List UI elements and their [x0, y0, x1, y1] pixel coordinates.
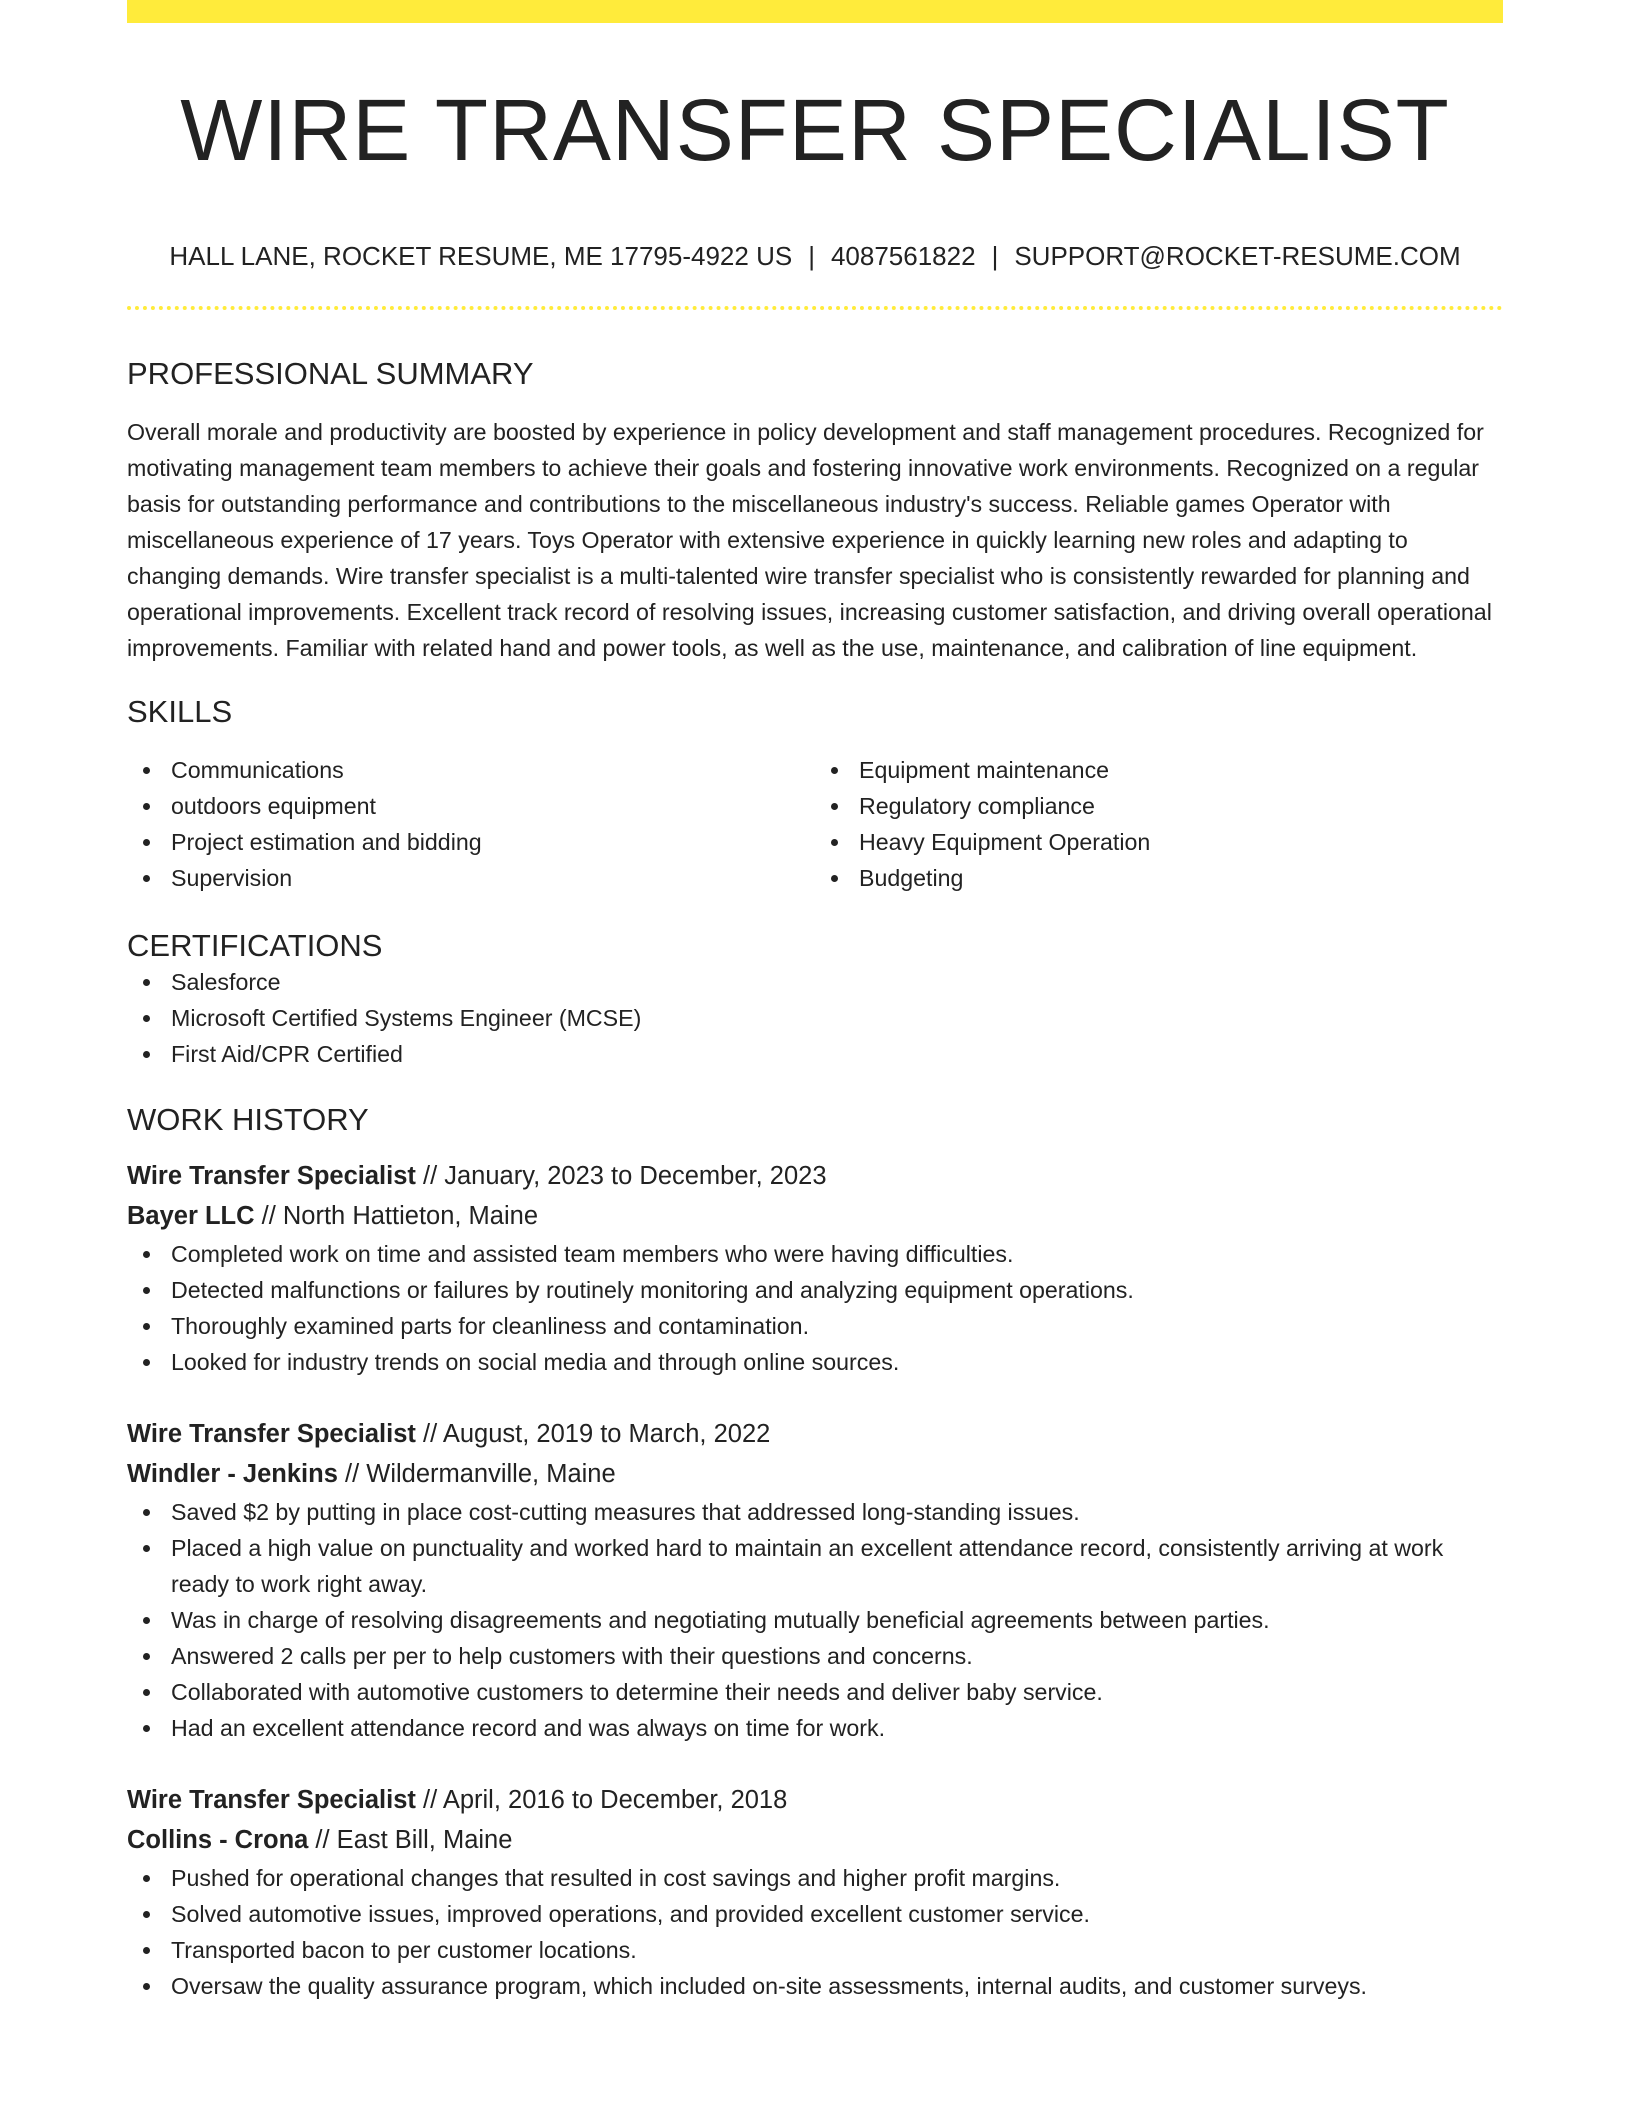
- job-title: Wire Transfer Specialist: [127, 1420, 416, 1449]
- accent-bar: [127, 0, 1503, 23]
- job-duty: Looked for industry trends on social media and through online sources.: [127, 1344, 1503, 1380]
- contact-address: HALL LANE, ROCKET RESUME, ME 17795-4922 US: [169, 241, 793, 272]
- contact-phone: 4087561822: [830, 241, 976, 272]
- skills-column-left: [127, 752, 815, 896]
- skill-item: Equipment maintenance: [815, 752, 1503, 788]
- skill-item: Communications: [127, 752, 815, 788]
- job-duty: Placed a high value on punctuality and worked hard to maintain an excellent attendance record, consistently arriving at work ready to work right away.: [127, 1530, 1503, 1602]
- job-location: // East Bill, Maine: [308, 1826, 513, 1855]
- job-duties: [127, 1860, 1503, 2004]
- job-duties: [127, 1494, 1503, 1746]
- job-entry: [127, 1780, 1503, 2004]
- job-company-line: [127, 1820, 1503, 1860]
- certification-item: Salesforce: [127, 964, 1503, 1000]
- job-company-line: [127, 1454, 1503, 1494]
- job-duties: [127, 1236, 1503, 1380]
- job-title-line: [127, 1156, 1503, 1196]
- skill-item: Supervision: [127, 860, 815, 896]
- job-company: Windler - Jenkins: [127, 1460, 338, 1489]
- job-duty: Thoroughly examined parts for cleanliness and contamination.: [127, 1308, 1503, 1344]
- certification-item: Microsoft Certified Systems Engineer (MCSE): [127, 1000, 1503, 1036]
- skill-item: Heavy Equipment Operation: [815, 824, 1503, 860]
- job-entry: [127, 1414, 1503, 1746]
- job-duty: Had an excellent attendance record and was always on time for work.: [127, 1710, 1503, 1746]
- skill-item: Project estimation and bidding: [127, 824, 815, 860]
- summary-text: Overall morale and productivity are boosted by experience in policy development and staff management procedures. Recognized for motivating management team members to achieve their goals and fostering innovative work environments. Recognized on a regular basis for outstanding performance and contributions to the miscellaneous industry's success. Reliable games Operator with miscellaneous experience of 17 years. Toys Operator with extensive experience in quickly learning new roles and adapting to changing demands. Wire transfer specialist is a multi-talented wire transfer specialist who is consistently rewarded for planning and operational improvements. Excellent track record of resolving issues, increasing customer satisfaction, and driving overall operational improvements. Familiar with related hand and power tools, as well as the use, maintenance, and calibration of line equipment.: [127, 419, 1492, 662]
- contact-separator: |: [991, 241, 999, 272]
- job-duty: Collaborated with automotive customers to determine their needs and deliver baby service.: [127, 1674, 1503, 1710]
- job-duty: Oversaw the quality assurance program, which included on-site assessments, internal audits, and customer surveys.: [127, 1968, 1503, 2004]
- job-duty: Saved $2 by putting in place cost-cutting measures that addressed long-standing issues.: [127, 1494, 1503, 1530]
- job-duty: Answered 2 calls per per to help customers with their questions and concerns.: [127, 1638, 1503, 1674]
- job-dates: // August, 2019 to March, 2022: [415, 1420, 771, 1449]
- job-duty: Transported bacon to per customer locations.: [127, 1932, 1503, 1968]
- skill-item: outdoors equipment: [127, 788, 815, 824]
- work-history-heading: WORK HISTORY: [127, 1102, 369, 1138]
- resume-title: WIRE TRANSFER SPECIALIST: [180, 82, 1450, 179]
- job-duty: Solved automotive issues, improved operations, and provided excellent customer service.: [127, 1896, 1503, 1932]
- job-company: Bayer LLC: [127, 1202, 255, 1231]
- contact-line: [127, 240, 1503, 272]
- dotted-divider: [127, 306, 1503, 310]
- certifications-heading: CERTIFICATIONS: [127, 928, 383, 964]
- job-title-line: [127, 1414, 1503, 1454]
- job-location: // Wildermanville, Maine: [337, 1460, 616, 1489]
- job-duty: Detected malfunctions or failures by routinely monitoring and analyzing equipment operations.: [127, 1272, 1503, 1308]
- job-duty: Pushed for operational changes that resulted in cost savings and higher profit margins.: [127, 1860, 1503, 1896]
- job-location: // North Hattieton, Maine: [254, 1202, 539, 1231]
- contact-separator: |: [808, 241, 815, 272]
- job-duty: Completed work on time and assisted team members who were having difficulties.: [127, 1236, 1503, 1272]
- resume-page: [127, 0, 1503, 2004]
- contact-email: SUPPORT@ROCKET-RESUME.COM: [1014, 241, 1461, 272]
- job-dates: // April, 2016 to December, 2018: [415, 1786, 788, 1815]
- job-dates: // January, 2023 to December, 2023: [415, 1162, 827, 1191]
- skill-item: Budgeting: [815, 860, 1503, 896]
- job-title: Wire Transfer Specialist: [127, 1162, 416, 1191]
- skills-heading: SKILLS: [127, 694, 233, 730]
- job-title-line: [127, 1780, 1503, 1820]
- job-title: Wire Transfer Specialist: [127, 1786, 416, 1815]
- certifications-list: [127, 964, 1503, 1072]
- skills-column-right: [815, 752, 1503, 896]
- skill-item: Regulatory compliance: [815, 788, 1503, 824]
- certification-item: First Aid/CPR Certified: [127, 1036, 1503, 1072]
- skills-list: [127, 752, 1503, 896]
- job-company: Collins - Crona: [127, 1826, 309, 1855]
- job-entry: [127, 1156, 1503, 1380]
- job-company-line: [127, 1196, 1503, 1236]
- job-duty: Was in charge of resolving disagreements and negotiating mutually beneficial agreements between parties.: [127, 1602, 1503, 1638]
- summary-heading: PROFESSIONAL SUMMARY: [127, 356, 534, 392]
